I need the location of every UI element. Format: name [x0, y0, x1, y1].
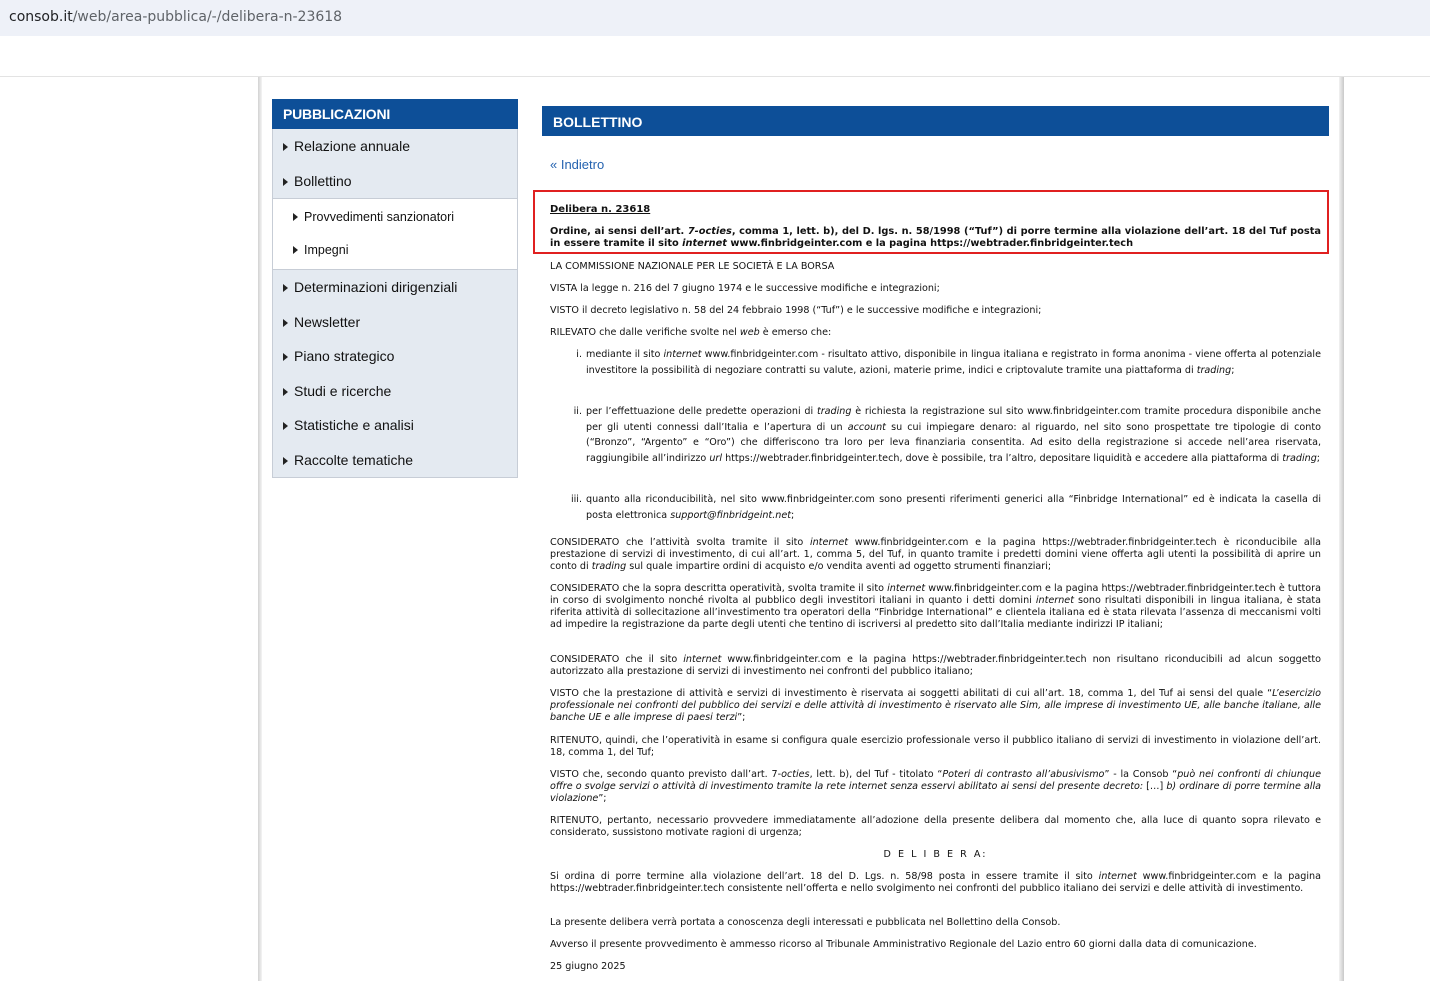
caret-right-icon [293, 246, 298, 254]
url-host: consob.it [9, 9, 73, 25]
sidebar [272, 99, 518, 478]
list-number: i. [576, 349, 582, 360]
main-content [542, 106, 1329, 172]
caret-right-icon [283, 284, 288, 292]
list-item: mediante il sito internet www.finbridgeinter.com - risultato attivo, disponibile in lingua italiana e registrato in forma anonima - viene offerta al potenziale investitore la possibilità di negoziare contratti su valute, azioni, materie prime, indici e criptovalute tramite una piattaforma di trading; [586, 349, 1321, 376]
sidebar-item-label: Piano strategico [294, 348, 395, 364]
paragraph-pubblicazione: La presente delibera verrà portata a conoscenza degli interessati e pubblicata nel Bollettino della Consob. [550, 917, 1061, 928]
caret-right-icon [283, 178, 288, 186]
sidebar-subitem-label: Impegni [304, 243, 349, 257]
caret-right-icon [293, 213, 298, 221]
sidebar-item-label: Relazione annuale [294, 138, 410, 154]
delibera-date: 25 giugno 2025 [550, 961, 626, 972]
paragraph-visto-3: VISTO che, secondo quanto previsto dall’art. 7-octies, lett. b), del Tuf - titolato “Poteri di contrasto all’abusivismo” - la Consob “può nei confronti di chiunque offre o svolge servizi o attività di investimento tramite la rete internet senza esservi abilitato ai sensi del presente decreto: […] b) ordinare di porre termine alla violazione”; [550, 769, 1321, 804]
list-number: iii. [570, 494, 582, 505]
sidebar-item-determinazioni-dirigenziali[interactable] [273, 270, 517, 305]
paragraph-rilevato: RILEVATO che dalle verifiche svolte nel web è emerso che: [550, 327, 832, 338]
delibera-heading: D E L I B E R A: [883, 849, 988, 860]
paragraph-ricorso: Avverso il presente provvedimento è ammesso ricorso al Tribunale Amministrativo Regionale del Lazio entro 60 giorni dalla data di comunicazione. [550, 939, 1257, 950]
caret-right-icon [283, 388, 288, 396]
paragraph-commissione: LA COMMISSIONE NAZIONALE PER LE SOCIETÀ E LA BORSA [550, 261, 835, 272]
paragraph-visto-2: VISTO che la prestazione di attività e servizi di investimento è riservata ai soggetti abilitati di cui all’art. 18, comma 1, del Tuf ai sensi del quale “L’esercizio professionale nei confronti del pubblico dei servizi e delle attività di investimento è riservato alle Sim, alle imprese di investimento UE, alle banche italiane, alle banche UE e alle imprese di paesi terzi”; [550, 688, 1321, 723]
url-path: /web/area-pubblica/-/delibera-n-23618 [72, 9, 343, 25]
address-bar[interactable] [0, 0, 1430, 36]
caret-right-icon [283, 353, 288, 361]
paragraph-considerato-3: CONSIDERATO che il sito internet www.finbridgeinter.com e la pagina https://webtrader.finbridgeinter.tech non risultano riconducibili ad alcun soggetto autorizzato alla prestazione di servizi di investimento nei confronti del pubblico italiano; [550, 654, 1321, 677]
sidebar-item-piano-strategico[interactable] [273, 339, 517, 374]
sidebar-item-newsletter[interactable] [273, 305, 517, 340]
sidebar-subitem-provvedimenti-sanzionatori[interactable] [273, 201, 517, 234]
sidebar-subitem-impegni[interactable] [273, 234, 517, 267]
sidebar-item-bollettino[interactable] [273, 164, 517, 199]
sidebar-item-relazione-annuale[interactable] [273, 129, 517, 164]
sidebar-item-label: Raccolte tematiche [294, 451, 414, 468]
sidebar-item-label: Statistiche e analisi [294, 417, 414, 433]
sidebar-title: PUBBLICAZIONI [272, 99, 518, 129]
sidebar-item-label: Newsletter [294, 313, 361, 330]
sidebar-item-raccolte-tematiche[interactable] [273, 443, 517, 478]
page-shadow-right [1339, 77, 1344, 981]
sidebar-menu [272, 129, 518, 478]
list-item: quanto alla riconducibilità, nel sito www.finbridgeinter.com sono presenti riferimenti generici alla “Finbridge International” ed è indicata la casella di posta elettronica support@finbridgeint.net; [586, 494, 1321, 521]
delibera-number: Delibera n. 23618 [550, 204, 651, 215]
paragraph-considerato-2: CONSIDERATO che la sopra descritta operatività, svolta tramite il sito internet www.finbridgeinter.com e la pagina https://webtrader.finbridgeinter.tech è tuttora in corso di svolgimento nonché rivolta al pubblico degli investitori italiani in quanto i detti domini internet sono risultati disponibili in lingua italiana, è stata riferita attività di sollecitazione all’investimento tra operatori della “Finbridge International” e clientela italiana ed è stata rilevata l’assenza di meccanismi volti ad impedire la registrazione da parte degli utenti che tentino di iscriversi al predetto sito dall’Italia mediante indirizzi IP italiani; [550, 583, 1321, 630]
paragraph-ordine: Si ordina di porre termine alla violazione dell’art. 18 del D. Lgs. n. 58/98 posta in essere tramite il sito internet www.finbridgeinter.com e la pagina https://webtrader.finbridgeinter.tech consistente nell’offerta e nello svolgimento nei confronti del pubblico italiano dei servizi e delle attività di investimento. [550, 871, 1321, 894]
paragraph-vista: VISTA la legge n. 216 del 7 giugno 1974 e le successive modifiche e integrazioni; [550, 283, 940, 294]
back-link[interactable]: « Indietro [550, 157, 605, 172]
sidebar-item-studi-e-ricerche[interactable] [273, 374, 517, 409]
paragraph-ritenuto-2: RITENUTO, pertanto, necessario provvedere immediatamente all’adozione della presente delibera dal momento che, alla luce di quanto sopra rilevato e considerato, sussistono motivate ragioni di urgenza; [550, 815, 1321, 838]
sidebar-submenu-bollettino [273, 198, 517, 270]
sidebar-item-label: Studi e ricerche [294, 382, 392, 399]
sidebar-subitem-label: Provvedimenti sanzionatori [304, 210, 455, 224]
list-item: per l’effettuazione delle predette operazioni di trading è richiesta la registrazione sul sito www.finbridgeinter.com tramite procedura disponibile anche per gli utenti connessi dall’Italia e l’apertura di un account su cui impiegare denaro: al riguardo, nel sito sono prospettate tre tipologie di conto (“Bronzo”, “Argento” e “Oro”) che differiscono tra loro per leva finanziaria consentita. Ad esito della registrazione si accede nell’area riservata, raggiungibile all’indirizzo url https://webtrader.finbridgeinter.tech, dove è possibile, tra l’altro, depositare liquidità e accedere alla piattaforma di trading; [586, 406, 1321, 464]
sidebar-item-statistiche-e-analisi[interactable] [273, 408, 517, 443]
caret-right-icon [283, 457, 288, 465]
section-title: BOLLETTINO [542, 106, 1329, 136]
page-top-band [0, 36, 1430, 77]
page-shadow-left [258, 77, 262, 981]
sidebar-item-label: Bollettino [294, 172, 352, 189]
list-number: ii. [573, 406, 582, 417]
paragraph-considerato-1: CONSIDERATO che l’attività svolta tramite il sito internet www.finbridgeinter.com e la pagina https://webtrader.finbridgeinter.tech è riconducibile alla prestazione di servizi di investimento, di cui all’art. 1, comma 5, del Tuf, in quanto tramite i predetti domini viene offerta agli utenti la possibilità di aprire un conto di trading sul quale impartire ordini di acquisto e/o vendita aventi ad oggetto strumenti finanziari; [550, 537, 1321, 572]
paragraph-visto: VISTO il decreto legislativo n. 58 del 24 febbraio 1998 (“Tuf”) e le successive modifiche e integrazioni; [550, 305, 1042, 316]
caret-right-icon [283, 143, 288, 151]
caret-right-icon [283, 319, 288, 327]
delibera-title: Ordine, ai sensi dell’art. 7-octies, comma 1, lett. b), del D. lgs. n. 58/1998 (“Tuf”) di porre termine alla violazione dell’art. 18 del Tuf posta in essere tramite il sito internet www.finbridgeinter.com e la pagina https://webtrader.finbridgeinter.tech [550, 226, 1321, 249]
paragraph-ritenuto-1: RITENUTO, quindi, che l’operatività in esame si configura quale esercizio professionale verso il pubblico italiano di servizi di investimento in violazione dell’art. 18, comma 1, del Tuf; [550, 735, 1321, 758]
caret-right-icon [283, 422, 288, 430]
url-text[interactable] [9, 9, 342, 25]
sidebar-item-label: Determinazioni dirigenziali [294, 279, 458, 295]
